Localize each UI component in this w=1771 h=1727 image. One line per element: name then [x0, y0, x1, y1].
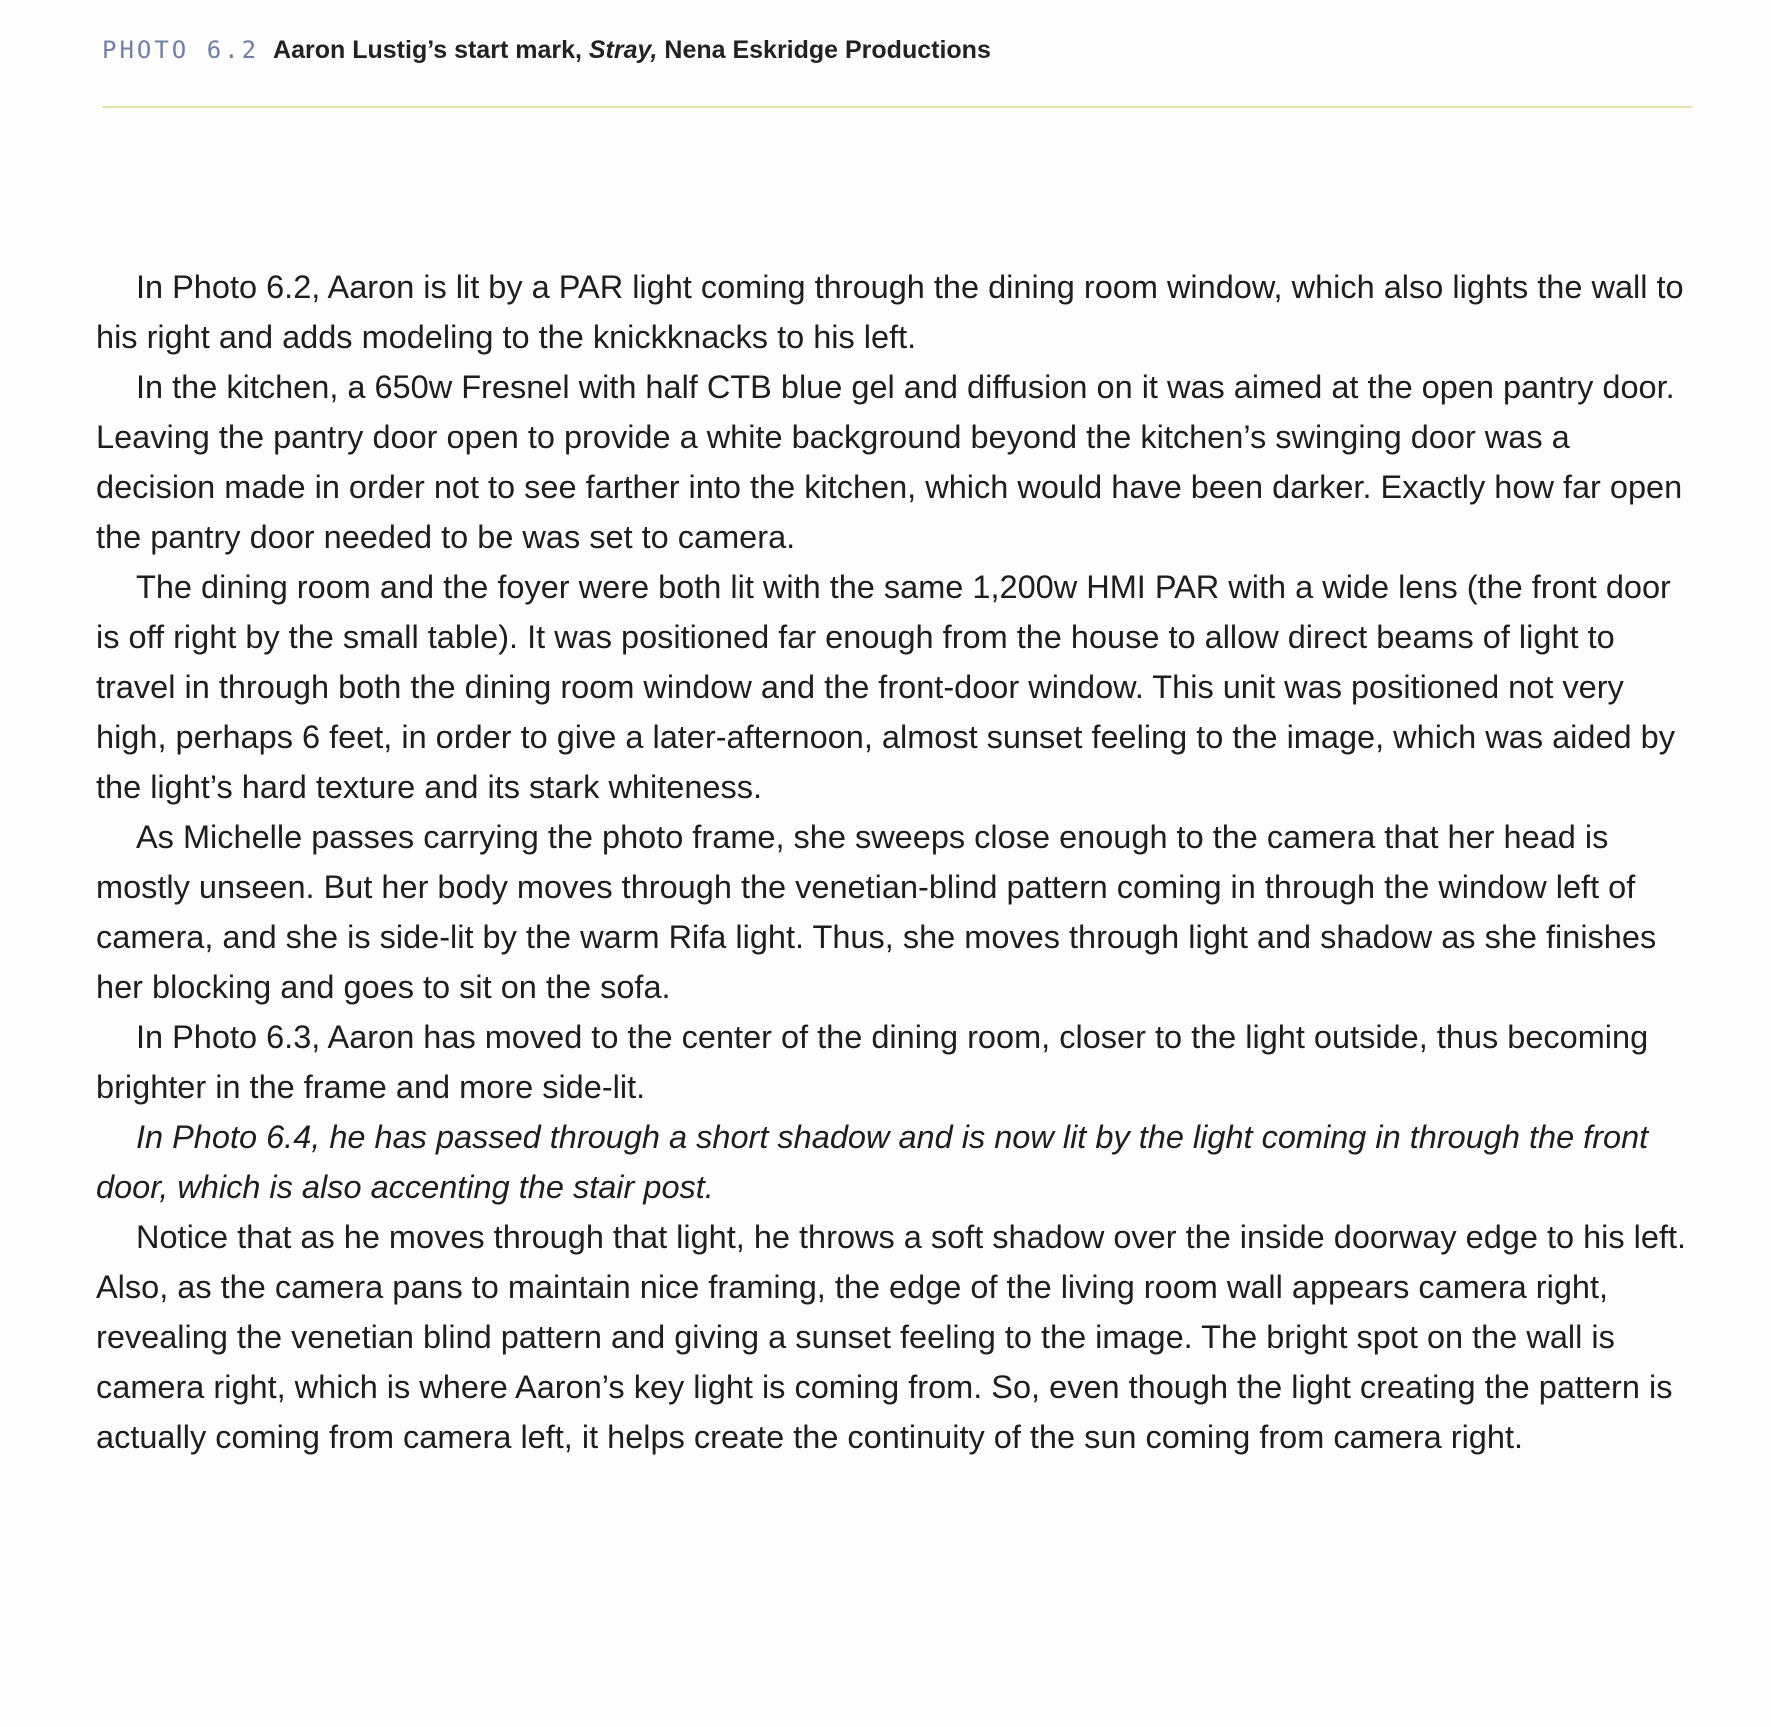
paragraph: As Michelle passes carrying the photo frame, she sweeps close enough to the camera that her head is mostly unseen. But her body moves through the venetian-blind pattern coming in through the window left of camera, and she is side-lit by the warm Rifa light. Thus, she moves through light and shadow as she finishes her blocking and goes to sit on the sofa.: [96, 819, 1657, 1005]
paragraph: In Photo 6.4, he has passed through a short shadow and is now lit by the light coming in through the front door, which is also accenting the stair post.: [96, 1119, 1649, 1205]
body-text: [96, 262, 1696, 1462]
paragraph: In the kitchen, a 650w Fresnel with half CTB blue gel and diffusion on it was aimed at the open pantry door. Leaving the pantry door open to provide a white background beyond the kitchen’s swinging door was a decision made in order not to see farther into the kitchen, which would have been darker. Exactly how far open the pantry door needed to be was set to camera.: [96, 369, 1683, 555]
paragraph: Notice that as he moves through that light, he throws a soft shadow over the inside doorway edge to his left. Also, as the camera pans to maintain nice framing, the edge of the living room wall appears camera right, revealing the venetian blind pattern and giving a sunset feeling to the image. The bright spot on the wall is camera right, which is where Aaron’s key light is coming from. So, even though the light creating the pattern is actually coming from camera left, it helps create the continuity of the sun coming from camera right.: [96, 1219, 1687, 1455]
photo-caption-text: [273, 36, 991, 65]
caption-divider: [102, 106, 1692, 108]
paragraph: In Photo 6.2, Aaron is lit by a PAR light coming through the dining room window, which also lights the wall to his right and adds modeling to the knickknacks to his left.: [96, 269, 1684, 355]
photo-caption: [102, 36, 1682, 72]
caption-text-after: Nena Eskridge Productions: [657, 36, 991, 64]
paragraph: In Photo 6.3, Aaron has moved to the center of the dining room, closer to the light outside, thus becoming brighter in the frame and more side-lit.: [96, 1019, 1649, 1105]
paragraph: The dining room and the foyer were both lit with the same 1,200w HMI PAR with a wide lens (the front door is off right by the small table). It was positioned far enough from the house to allow direct beams of light to travel in through both the dining room window and the front-door window. This unit was positioned not very high, perhaps 6 feet, in order to give a later-afternoon, almost sunset feeling to the image, which was aided by the light’s hard texture and its stark whiteness.: [96, 569, 1675, 805]
caption-film-title: Stray,: [588, 36, 658, 64]
photo-caption-label: PHOTO 6.2: [102, 36, 260, 64]
caption-text-before: Aaron Lustig’s start mark,: [273, 36, 589, 64]
